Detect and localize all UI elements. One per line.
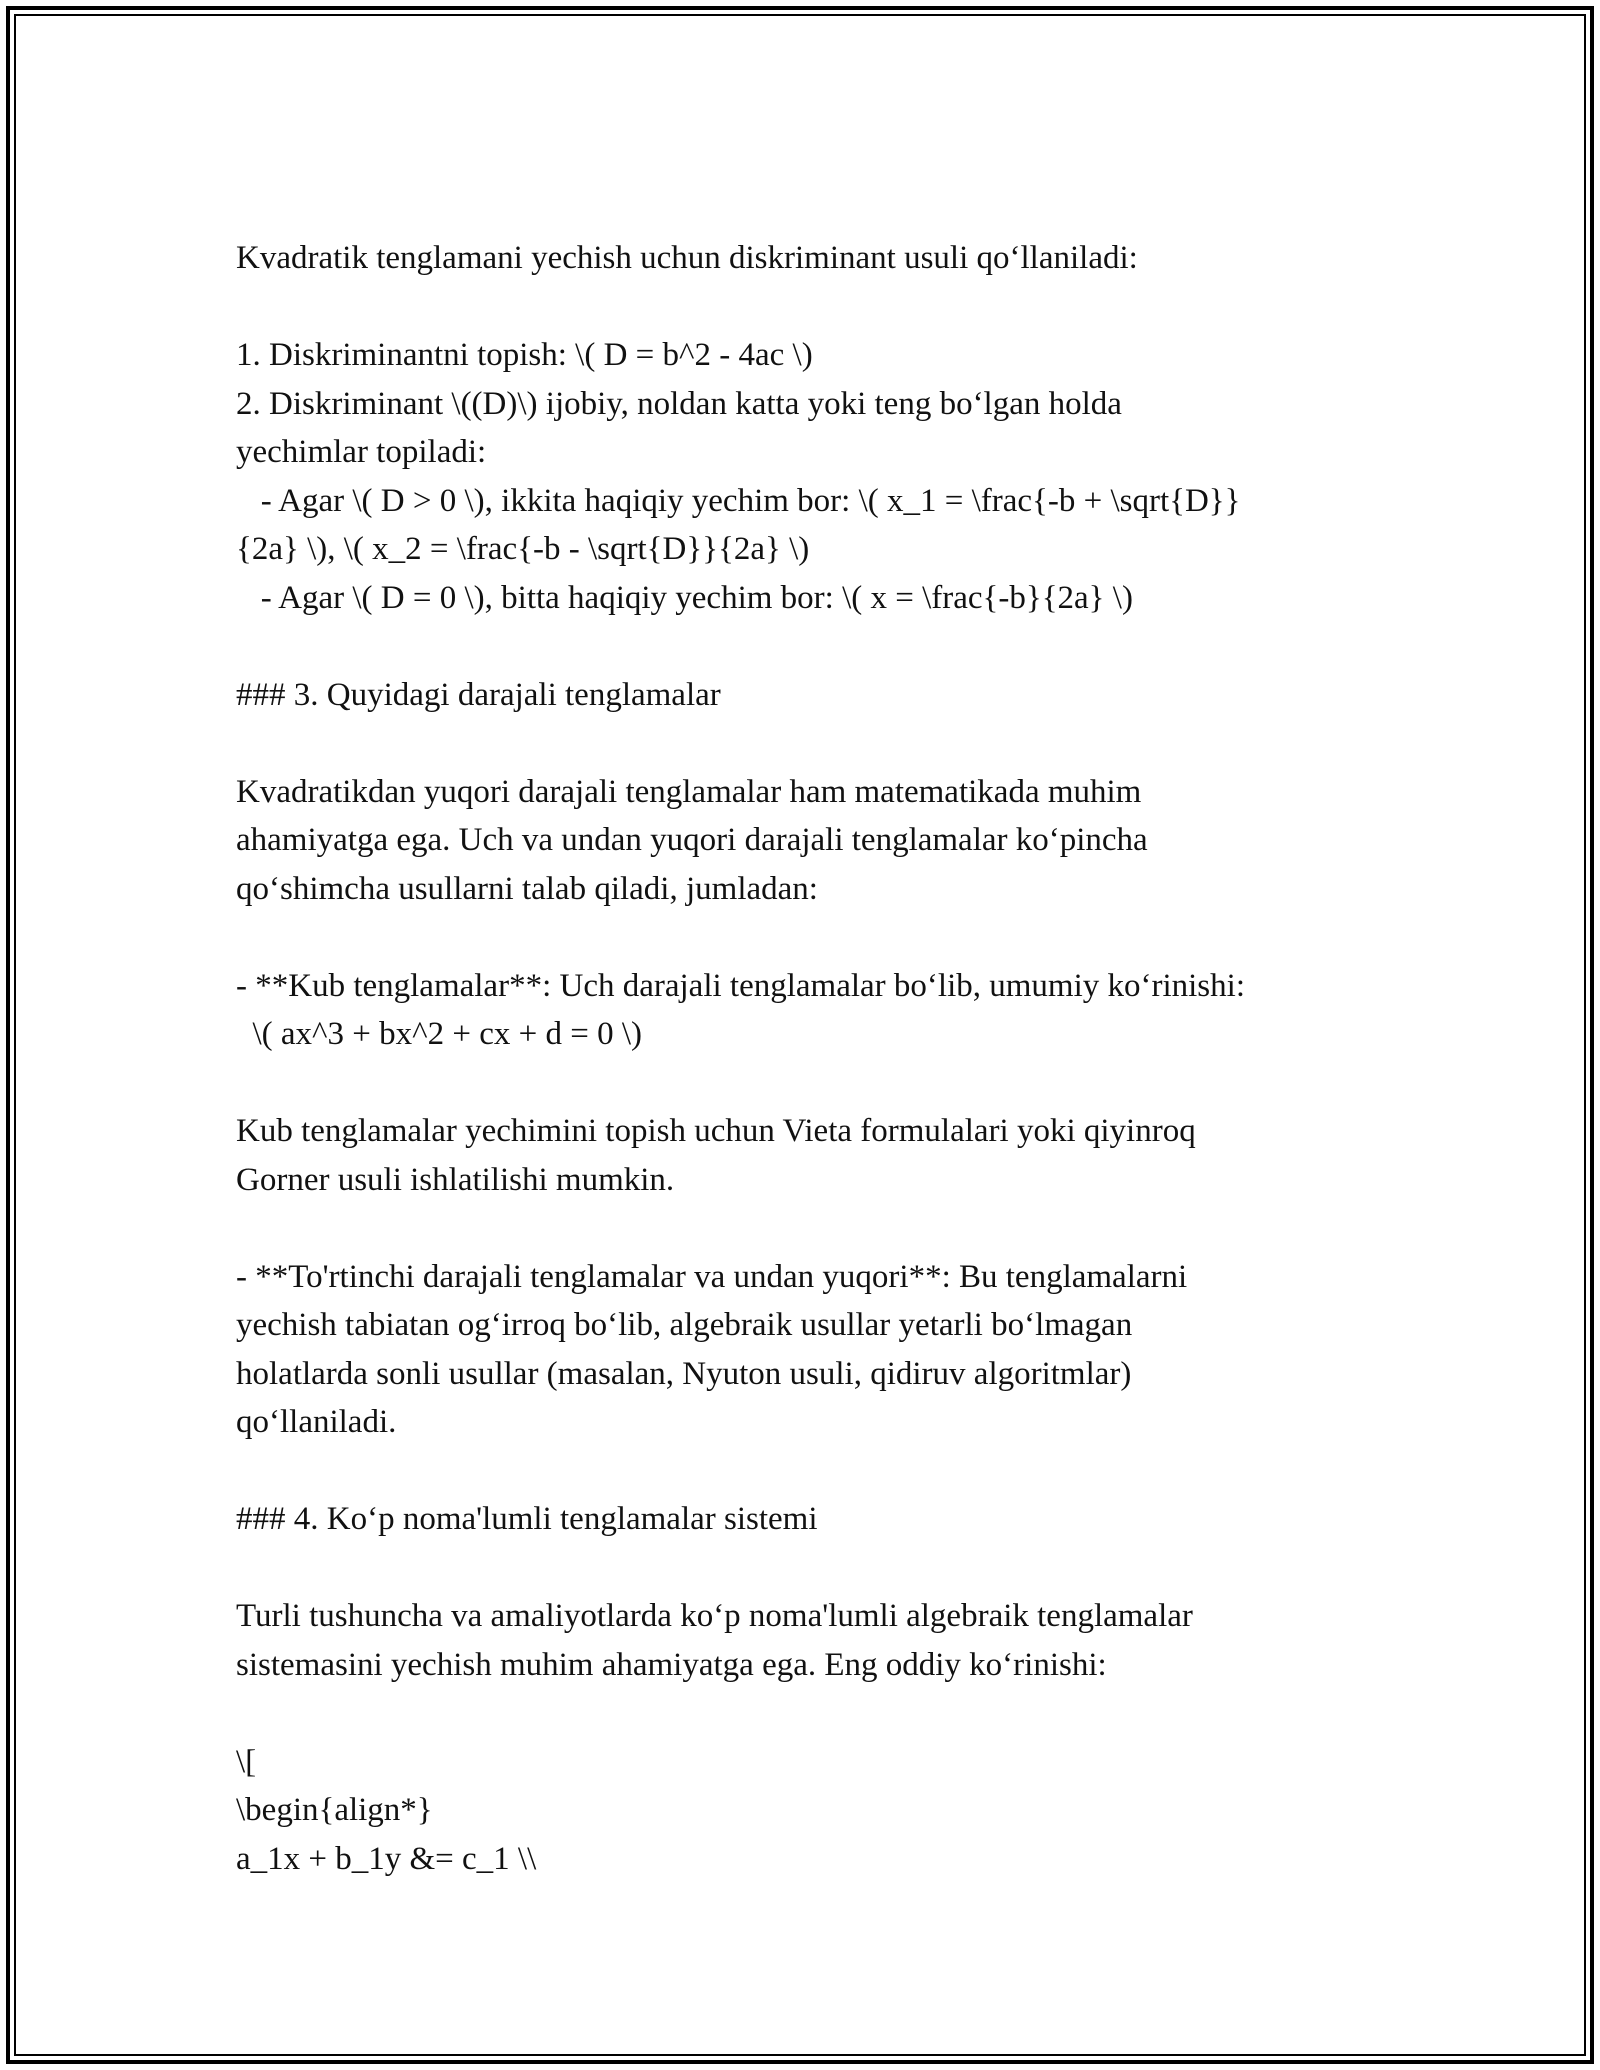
paragraph-line: qo‘llaniladi.	[236, 1404, 397, 1440]
latex-line: \[	[236, 1743, 257, 1780]
paragraph-line: Gorner usuli ishlatilishi mumkin.	[236, 1161, 675, 1198]
section-heading-4: ### 4. Ko‘p noma'lumli tenglamalar sistemi	[236, 1501, 818, 1537]
list-item-2-continued: yechimlar topiladi:	[236, 434, 487, 470]
list-item-2: 2. Diskriminant \((D)\) ijobiy, noldan katta yoki teng bo‘lgan holda	[236, 385, 1122, 422]
blank-line	[236, 622, 1386, 671]
paragraph-line: Turli tushuncha va amaliyotlarda ko‘p noma'lumli algebraik tenglamalar	[236, 1598, 1193, 1634]
paragraph-line: Kub tenglamalar yechimini topish uchun Vieta formulalari yoki qiyinroq	[236, 1113, 1196, 1149]
blank-line	[236, 913, 1386, 962]
sub-item-d-positive-continued: {2a} \), \( x_2 = \frac{-b - \sqrt{D}}{2a} \)	[236, 531, 810, 567]
blank-line	[236, 283, 1386, 332]
paragraph-line: qo‘shimcha usullarni talab qiladi, jumladan:	[236, 870, 818, 907]
blank-line	[236, 1544, 1386, 1593]
paragraph-line: sistemasini yechish muhim ahamiyatga ega. Eng oddiy ko‘rinishi:	[236, 1646, 1107, 1683]
list-item-1: 1. Diskriminantni topish: \( D = b^2 - 4ac \)	[236, 337, 813, 373]
bullet-quartic: - **To'rtinchi darajali tenglamalar va undan yuqori**: Bu tenglamalarni	[236, 1258, 1188, 1295]
bullet-cubic: - **Kub tenglamalar**: Uch darajali tenglamalar bo‘lib, umumiy ko‘rinishi:	[236, 967, 1245, 1004]
latex-line: a_1x + b_1y &= c_1 \\	[236, 1840, 537, 1877]
paragraph-line: ahamiyatga ega. Uch va undan yuqori darajali tenglamalar ko‘pincha	[236, 822, 1148, 858]
paragraph-line: Kvadratikdan yuqori darajali tenglamalar ham matematikada muhim	[236, 773, 1142, 810]
blank-line	[236, 1689, 1386, 1738]
blank-line	[236, 719, 1386, 768]
paragraph-line: holatlarda sonli usullar (masalan, Nyuton usuli, qidiruv algoritmlar)	[236, 1355, 1132, 1392]
blank-line	[236, 1204, 1386, 1253]
latex-line: \begin{align*}	[236, 1792, 433, 1828]
paragraph-line: yechish tabiatan og‘irroq bo‘lib, algebraik usullar yetarli bo‘lmagan	[236, 1307, 1133, 1343]
blank-line	[236, 1059, 1386, 1108]
blank-line	[236, 1447, 1386, 1496]
document-body	[236, 234, 1386, 1883]
sub-item-d-zero: - Agar \( D = 0 \), bitta haqiqiy yechim bor: \( x = \frac{-b}{2a} \)	[236, 579, 1133, 616]
intro-line: Kvadratik tenglamani yechish uchun diskriminant usuli qo‘llaniladi:	[236, 240, 1138, 276]
sub-item-d-positive: - Agar \( D > 0 \), ikkita haqiqiy yechim bor: \( x_1 = \frac{-b + \sqrt{D}}	[236, 482, 1241, 519]
section-heading-3: ### 3. Quyidagi darajali tenglamalar	[236, 676, 721, 713]
cubic-formula: \( ax^3 + bx^2 + cx + d = 0 \)	[236, 1016, 643, 1052]
